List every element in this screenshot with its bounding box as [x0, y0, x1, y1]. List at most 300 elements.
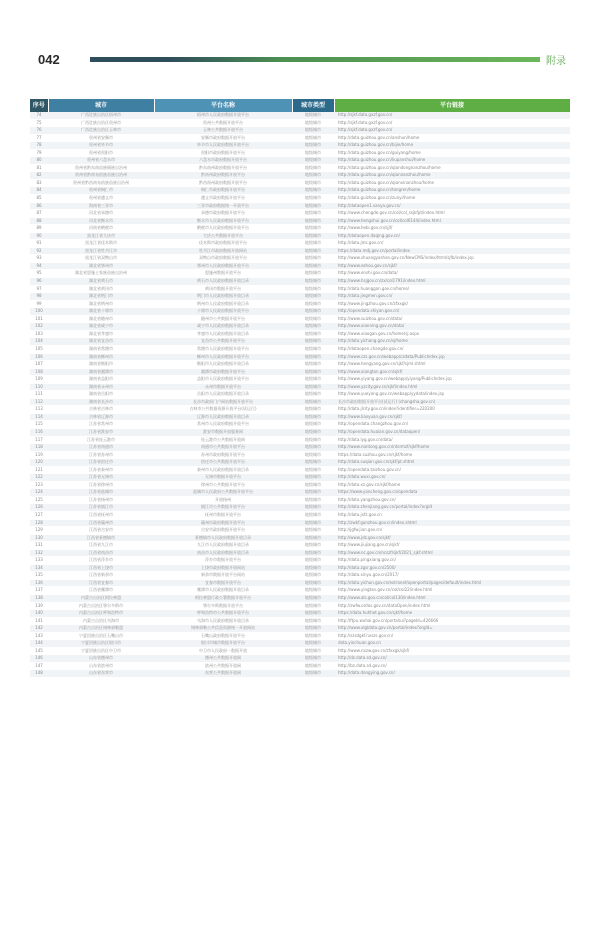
row-platform-name: 宜昌市公共数据开放平台	[154, 338, 292, 346]
table-row	[30, 255, 570, 263]
row-platform-link[interactable]: http://www.yzcity.gov.cn/sjkf/index.html	[334, 383, 570, 391]
row-platform-name: 铜仁市政府数据开放平台	[154, 187, 292, 195]
row-index: 111	[30, 391, 48, 399]
row-platform-link[interactable]: http://data.guizhou.gov.cn/liupanshui/home	[334, 157, 570, 165]
table-row	[30, 345, 570, 353]
row-city-type: 地级城市	[292, 421, 334, 429]
row-platform-name: 宿迁市公共数据开放平台	[154, 459, 292, 467]
row-platform-name: 贵阳市政府数据开放平台	[154, 149, 292, 157]
row-index: 114	[30, 413, 48, 421]
row-platform-link[interactable]: http://data.xinyu.gov.cn/2017/	[334, 572, 570, 580]
row-platform-link[interactable]: http://www.yiyang.gov.cn/webapp/yiyang/PublicIndex.jsp	[334, 376, 570, 384]
row-platform-link[interactable]: http://sjkf.data.gxzf.gov.cn/	[334, 127, 570, 135]
row-city-type: 地级城市	[292, 602, 334, 610]
row-platform-link[interactable]: http://data.jms.gov.cn/	[334, 240, 570, 248]
row-platform-name: 萍乡市数据开放平台	[154, 557, 292, 565]
row-platform-name: 吉林市公共数据资源开放平台(试运行)	[154, 406, 292, 414]
row-city: 广西壮族自治区玉林市	[48, 127, 154, 135]
row-city: 广西壮族自治区梧州市	[48, 112, 154, 119]
row-platform-link[interactable]: http://data.zgsr.gov.cn/2500/	[334, 564, 570, 572]
table-row	[30, 572, 570, 580]
row-city: 江西省萍乡市	[48, 557, 154, 565]
table-row	[30, 293, 570, 301]
row-index: 84	[30, 187, 48, 195]
row-platform-link[interactable]: http://www.nc.gov.cn/ncszf/sjkf/2021_sjkf.shtml	[334, 549, 570, 557]
row-index: 112	[30, 398, 48, 406]
row-platform-link[interactable]: http://data.lyg.gov.cn/data/	[334, 436, 570, 444]
row-platform-link[interactable]: http://data.yichang.gov.cn/sj/home	[334, 338, 570, 346]
row-index: 118	[30, 444, 48, 452]
row-city: 贵州省黔东南苗族侗族自治州	[48, 164, 154, 172]
row-platform-link[interactable]: http://data.jlcity.gov.cn/index?identifier=220200	[334, 406, 570, 414]
table-row	[30, 549, 570, 557]
row-city-type: 地级城市	[292, 240, 334, 248]
row-city-type: 地级城市	[292, 270, 334, 278]
row-platform-link[interactable]: http://www.hsjgov.cn/zx/col1791/index.html	[334, 278, 570, 286]
row-platform-link[interactable]: http://data.wuxi.gov.cn/	[334, 474, 570, 482]
row-index: 137	[30, 587, 48, 595]
row-platform-link[interactable]: https://data.huhhot.gov.cn/sjkf/home	[334, 610, 570, 618]
row-platform-link[interactable]: http://opendata.huaian.gov.cn/dataopen/	[334, 428, 570, 436]
row-platform-name: 银川市城市数据开放平台	[154, 640, 292, 648]
row-platform-link[interactable]: http://www.xianning.gov.cn/data/	[334, 323, 570, 331]
row-platform-name: 鹰潭市人民政府数据开放目录	[154, 587, 292, 595]
row-platform-name: 毕节市人民政府数据开放平台	[154, 142, 292, 150]
row-index: 138	[30, 595, 48, 603]
row-city-type: 地级城市	[292, 262, 334, 270]
row-platform-link[interactable]: data.yinchuan.gov.cn	[334, 640, 570, 648]
row-city-type: 地级城市	[292, 459, 334, 467]
row-city-type: 地级城市	[292, 353, 334, 361]
row-city-type: 地级城市	[292, 579, 334, 587]
row-platform-link[interactable]: http://www.yingtan.gov.cn/col/col22/index.html	[334, 587, 570, 595]
row-index: 97	[30, 285, 48, 293]
row-platform-name: 湘潭市政府数据开放平台	[154, 368, 292, 376]
row-index: 123	[30, 481, 48, 489]
row-index: 140	[30, 610, 48, 618]
row-city-type: 地级城市	[292, 172, 334, 180]
row-city-type: 地级城市	[292, 595, 334, 603]
row-platform-name: 徐州市公共数据开放平台	[154, 481, 292, 489]
row-index: 83	[30, 179, 48, 187]
column-header-index: 序号	[30, 99, 48, 112]
table-body	[30, 112, 570, 678]
row-city: 江苏省镇江市	[48, 504, 154, 512]
row-city: 宁夏回族自治区中卫市	[48, 647, 154, 655]
row-platform-link[interactable]: http://www.suizhou.gov.cn/data/	[334, 315, 570, 323]
column-header-city: 城市	[48, 99, 154, 112]
row-platform-link[interactable]: https://data.mdj.gov.cn/portal/index	[334, 247, 570, 255]
row-city: 贵州省毕节市	[48, 142, 154, 150]
row-platform-link[interactable]: http://www.xiangtan.gov.cn/sjkf/	[334, 368, 570, 376]
row-index: 104	[30, 338, 48, 346]
row-platform-link[interactable]: http://data.guizhou.gov.cn/qianxinanzhou/home	[334, 179, 570, 187]
row-city: 湖北省十堰市	[48, 308, 154, 316]
row-city: 贵州省遵义市	[48, 195, 154, 203]
row-platform-name: 辽源市人民政府数据开放目录	[154, 413, 292, 421]
row-index: 89	[30, 225, 48, 233]
row-platform-link[interactable]: http://data.guizhou.gov.cn/qiannanzhou/home	[334, 172, 570, 180]
row-city: 湖南省常德市	[48, 345, 154, 353]
row-city-type: 地级城市	[292, 255, 334, 263]
row-city-type: 地级城市	[292, 632, 334, 640]
row-city-type: 地级城市	[292, 587, 334, 595]
row-city: 江苏省苏州市	[48, 451, 154, 459]
row-index: 130	[30, 534, 48, 542]
row-platform-link[interactable]: http://data.guizhou.gov.cn/anshun/home	[334, 134, 570, 142]
column-header-platform-link: 平台链接	[334, 99, 570, 112]
row-city: 江苏省宿迁市	[48, 459, 154, 467]
row-platform-link[interactable]: https://www.yancheng.gov.cn/opendata	[334, 489, 570, 497]
row-platform-name: 永州市数据开放平台	[154, 383, 292, 391]
table-row	[30, 315, 570, 323]
row-platform-link[interactable]: http://opendata.changzhou.gov.cn/	[334, 421, 570, 429]
row-city: 山东省滨州市	[48, 662, 154, 670]
row-city-type: 地级城市	[292, 489, 334, 497]
row-platform-link[interactable]: http://opendata.shiyan.gov.cn/	[334, 308, 570, 316]
row-city-type: 地级城市	[292, 496, 334, 504]
row-platform-name: 抚州市数据开放平台	[154, 511, 292, 519]
table-row	[30, 285, 570, 293]
row-city: 江西省抚州市	[48, 511, 154, 519]
row-city-type: 地级城市	[292, 451, 334, 459]
table-row	[30, 428, 570, 436]
row-city: 江苏省泰州市	[48, 466, 154, 474]
row-city-type: 地级城市	[292, 542, 334, 550]
row-platform-name: 衡阳市人民政府数据开放目录	[154, 361, 292, 369]
row-platform-name: 黄石市人民政府数据开放目录	[154, 278, 292, 286]
row-city: 湖北省宜昌市	[48, 338, 154, 346]
row-platform-link[interactable]: http://www.shuangyashan.gov.cn/NewCMS/index/html/sjfb/index.jsp	[334, 255, 570, 263]
column-header-platform-name: 平台名称	[154, 99, 292, 112]
table-row	[30, 247, 570, 255]
table-row	[30, 112, 570, 119]
row-index: 129	[30, 527, 48, 535]
row-platform-link[interactable]: http://www.xiaogan.gov.cn/home/sj.aspx	[334, 330, 570, 338]
row-city: 湖南省长沙市	[48, 398, 154, 406]
table-row	[30, 164, 570, 172]
row-platform-name: 乌海市人民政府数据开放目录	[154, 617, 292, 625]
row-index: 135	[30, 572, 48, 580]
row-index: 94	[30, 262, 48, 270]
header-bar-green	[170, 57, 540, 62]
row-platform-link[interactable]: http://sjkf.data.gxzf.gov.cn/	[334, 112, 570, 119]
table-row	[30, 338, 570, 346]
row-city: 贵州省安顺市	[48, 134, 154, 142]
row-platform-link[interactable]: http://data.guizhou.gov.cn/qiandongnanzhou/home	[334, 164, 570, 172]
row-platform-link[interactable]: http://www.nxzw.gov.cn/zfxxgk/sjkf/	[334, 647, 570, 655]
row-index: 74	[30, 112, 48, 119]
row-platform-link[interactable]: http://data.zhenjiang.gov.cn/portal/index?orgId	[334, 504, 570, 512]
row-platform-name: 德州公共数据开放网	[154, 655, 292, 663]
row-platform-link[interactable]: http://dataopen.changde.gov.cn/	[334, 345, 570, 353]
row-platform-link[interactable]: http://www.nantong.gov.cn/ntsrmzf/sjkf/home	[334, 444, 570, 452]
row-city-type: 地级城市	[292, 134, 334, 142]
row-platform-name: 荆州市人民政府数据开放目录	[154, 300, 292, 308]
row-platform-name: 淮安市数据开放服务网	[154, 428, 292, 436]
table-row	[30, 119, 570, 127]
row-city-type: 地级城市	[292, 217, 334, 225]
row-index: 131	[30, 542, 48, 550]
row-index: 75	[30, 119, 48, 127]
row-platform-name: 中卫市人民政府一数据开放	[154, 647, 292, 655]
row-city-type: 地级城市	[292, 444, 334, 452]
row-city: 湖南省郴州市	[48, 353, 154, 361]
row-city-type: 地级城市	[292, 481, 334, 489]
row-platform-name: 六盘水市政府数据开放平台	[154, 157, 292, 165]
row-platform-link[interactable]: http://www.chengde.gov.cn/col/col_ssjkfpt/index.html	[334, 210, 570, 218]
row-city-type: 地级城市	[292, 670, 334, 678]
row-platform-name: 玉林公共数据开放平台	[154, 127, 292, 135]
row-city-type: 地级城市	[292, 572, 334, 580]
row-city-type: 地级城市	[292, 119, 334, 127]
row-platform-link[interactable]: http://data.yangzhou.gov.cn/	[334, 496, 570, 504]
row-platform-link[interactable]: http://www.jingzhou.gov.cn/zfxxgk/	[334, 300, 570, 308]
row-city-type: 地级城市	[292, 466, 334, 474]
row-platform-name: 开放扬州	[154, 496, 292, 504]
row-platform-name: 宜春市数据开放平台	[154, 579, 292, 587]
table-row	[30, 557, 570, 565]
row-platform-link[interactable]: http://data.suqian.gov.cn/sjkf/pt.shtml	[334, 459, 570, 467]
row-platform-name: 景德镇市人民政府数据开放目录	[154, 534, 292, 542]
row-platform-link[interactable]: http://www.jdz.gov.cn/sjkf/	[334, 534, 570, 542]
row-index: 92	[30, 247, 48, 255]
table-row	[30, 595, 570, 603]
row-city: 湖北省咸宁市	[48, 323, 154, 331]
row-platform-link[interactable]: http://jgfw.jian.gov.cn/	[334, 527, 570, 535]
row-city: 江苏省南通市	[48, 444, 154, 452]
row-platform-link[interactable]: http://data.guizhou.gov.cn/tongren/home	[334, 187, 570, 195]
table-row	[30, 195, 570, 203]
table-row	[30, 323, 570, 331]
row-city: 江西省鹰潭市	[48, 587, 154, 595]
row-platform-link[interactable]: http://data.jingmen.gov.cn/	[334, 293, 570, 301]
row-index: 86	[30, 202, 48, 210]
row-platform-link[interactable]: http://www.ezhou.gov.cn/sjkf/	[334, 262, 570, 270]
table-row	[30, 406, 570, 414]
row-city-type: 地级城市	[292, 625, 334, 633]
row-index: 85	[30, 195, 48, 203]
row-city: 广西壮族自治区贵州市	[48, 119, 154, 127]
table-row	[30, 474, 570, 482]
row-city-type: 地级城市	[292, 428, 334, 436]
row-platform-link[interactable]: http://szsdgkf.nxszs.gov.cn/	[334, 632, 570, 640]
row-city-type: 地级城市	[292, 549, 334, 557]
row-platform-link[interactable]: http://www.hengshui.gov.cn/col/col6144/index.html	[334, 217, 570, 225]
row-platform-link[interactable]: http://zwfw.ordos.gov.cn/dataOpen/index.html	[334, 602, 570, 610]
table-row	[30, 647, 570, 655]
row-index: 110	[30, 383, 48, 391]
row-platform-name: 贵州公共数据开放平台	[154, 119, 292, 127]
table-row	[30, 511, 570, 519]
row-index: 93	[30, 255, 48, 263]
row-platform-link[interactable]: http://data.guizhou.gov.cn/guiyang/home	[334, 149, 570, 157]
row-platform-link[interactable]: http://data.dongying.gov.cn/	[334, 670, 570, 678]
table-row	[30, 179, 570, 187]
row-city-type: 地级城市	[292, 285, 334, 293]
table-row	[30, 519, 570, 527]
row-city-type: 地级城市	[292, 278, 334, 286]
table-row	[30, 300, 570, 308]
row-index: 124	[30, 489, 48, 497]
table-row	[30, 225, 570, 233]
row-platform-name: 南昌市人民政府数据开放目录	[154, 549, 292, 557]
row-city-type: 地级城市	[292, 383, 334, 391]
table-row	[30, 157, 570, 165]
row-platform-link[interactable]: http://data.guizhou.gov.cn/bijie/home	[334, 142, 570, 150]
table-row	[30, 655, 570, 663]
table-row	[30, 187, 570, 195]
row-index: 98	[30, 293, 48, 301]
row-platform-name: 锡林郭勒公共信息资源统一开放网站	[154, 625, 292, 633]
row-platform-link[interactable]: http://dataopen.daqing.gov.cn/	[334, 232, 570, 240]
row-index: 108	[30, 368, 48, 376]
row-city: 江西省南昌市	[48, 549, 154, 557]
row-platform-link[interactable]: http://www.hebi.gov.cn/sjjf/	[334, 225, 570, 233]
row-platform-link[interactable]: http://bz.data.sd.gov.cn/	[334, 662, 570, 670]
row-platform-name: 梧州市人民政府数据开放平台	[154, 112, 292, 119]
table-row	[30, 527, 570, 535]
table-row	[30, 127, 570, 135]
row-city: 山东省德州市	[48, 655, 154, 663]
table-row	[30, 459, 570, 467]
row-platform-name: 石嘴山政府数据开放平台	[154, 632, 292, 640]
row-index: 133	[30, 557, 48, 565]
row-platform-link[interactable]: http://www.hengyang.gov.cn/sjkf/sjml.shtml	[334, 361, 570, 369]
row-platform-name: 南通市公共数据开放平台	[154, 444, 292, 452]
table-row	[30, 210, 570, 218]
table-row	[30, 602, 570, 610]
row-platform-link[interactable]: http://data.pingxiang.gov.cn/	[334, 557, 570, 565]
table-row	[30, 625, 570, 633]
row-platform-link[interactable]: http://data.guizhou.gov.cn/zunyi/home	[334, 195, 570, 203]
row-platform-link[interactable]: http://www.jiujiang.gov.cn/sjkf/	[334, 542, 570, 550]
row-platform-link[interactable]: https://data.suzhou.gov.cn/sjkf/home	[334, 451, 570, 459]
row-city-type: 地级城市	[292, 398, 334, 406]
row-platform-link[interactable]: http://ftpu.wuhai.gov.cn/portal/ui?pageId=426666	[334, 617, 570, 625]
row-city: 内蒙古自治区阿拉善盟	[48, 595, 154, 603]
row-city-type: 地级城市	[292, 368, 334, 376]
row-platform-link[interactable]: http://zwkf.ganzhou.gov.cn/index.shtml	[334, 519, 570, 527]
table-row	[30, 172, 570, 180]
row-index: 99	[30, 300, 48, 308]
row-city: 内蒙古自治区乌海市	[48, 617, 154, 625]
row-platform-link[interactable]: http://dz.data.sd.gov.cn/	[334, 655, 570, 663]
row-index: 91	[30, 240, 48, 248]
row-platform-link[interactable]: http://www.enshi.gov.cn/data/	[334, 270, 570, 278]
row-platform-name: 遵义市政府数据开放平台	[154, 195, 292, 203]
row-platform-name: 滨州公共数据开放网	[154, 662, 292, 670]
row-city-type: 地级城市	[292, 413, 334, 421]
row-city: 河北省承德市	[48, 210, 154, 218]
row-platform-name: 双鸭山市政府数据开放平台	[154, 255, 292, 263]
row-platform-name: 吉安市政府数据开放平台	[154, 527, 292, 535]
row-index: 139	[30, 602, 48, 610]
row-index: 77	[30, 134, 48, 142]
row-city: 贵州省黔西南布依族苗族自治州	[48, 179, 154, 187]
row-city-type: 地级城市	[292, 210, 334, 218]
table-row	[30, 240, 570, 248]
row-city-type: 地级城市	[292, 610, 334, 618]
row-platform-name: 三亚市政府数据统一开放平台	[154, 202, 292, 210]
row-city: 江苏省淮安市	[48, 428, 154, 436]
row-platform-link[interactable]: http://data.xz.gov.cn/sjkf/home	[334, 481, 570, 489]
row-platform-link[interactable]: http://www.xlgldata.gov.cn/portal/index?orgId=	[334, 625, 570, 633]
row-platform-link[interactable]: http://data.jxfz.gov.cn	[334, 511, 570, 519]
row-platform-name: 黔西南州政府数据开放平台	[154, 179, 292, 187]
row-platform-link[interactable]: http://sjkf.data.gxzf.gov.cn/	[334, 119, 570, 127]
row-platform-link[interactable]: http://www.als.gov.cn/col/col130/index.html	[334, 595, 570, 603]
row-platform-name: 苏州市政府数据开放平台	[154, 451, 292, 459]
row-city-type: 地级城市	[292, 617, 334, 625]
row-city-type: 地级城市	[292, 164, 334, 172]
table-row	[30, 217, 570, 225]
table-row	[30, 134, 570, 142]
row-platform-name: 孝感市人民政府数据开放目录	[154, 330, 292, 338]
row-city: 吉林省吉林市	[48, 406, 154, 414]
row-city-type: 地级城市	[292, 232, 334, 240]
row-city-type: 地级城市	[292, 315, 334, 323]
row-platform-name: 阿拉善盟行政公署数据开放平台	[154, 595, 292, 603]
row-city-type: 地级城市	[292, 202, 334, 210]
row-city: 内蒙古自治区鄂尔多斯市	[48, 602, 154, 610]
row-platform-link[interactable]: 长沙市政府数据开放平台(试运行) (changsha.gov.cn)	[334, 398, 570, 406]
table-row	[30, 391, 570, 399]
row-index: 80	[30, 157, 48, 165]
row-index: 115	[30, 421, 48, 429]
row-platform-name: 镇江市公共数据开放平台	[154, 504, 292, 512]
table-row	[30, 278, 570, 286]
table-row	[30, 534, 570, 542]
table-row	[30, 579, 570, 587]
table-row	[30, 436, 570, 444]
row-city: 江苏省盐城市	[48, 489, 154, 497]
row-index: 96	[30, 278, 48, 286]
row-platform-name: 泰州市人民政府数据开放目录	[154, 466, 292, 474]
row-index: 103	[30, 330, 48, 338]
row-city-type: 地级城市	[292, 112, 334, 119]
row-city: 黑龙江省双鸭山市	[48, 255, 154, 263]
table-row	[30, 542, 570, 550]
row-platform-name: 连云港市公共数据开放网	[154, 436, 292, 444]
row-platform-link[interactable]: http://www.liaoyuan.gov.cn/sjkf/	[334, 413, 570, 421]
table-row	[30, 564, 570, 572]
row-platform-link[interactable]: http://www.yueyang.gov.cn/webapp/yydata/index.jsp	[334, 391, 570, 399]
row-platform-link[interactable]: http://data.yichun.gov.cn/extranet/openportal/pages/default/index.html	[334, 579, 570, 587]
column-header-city-type: 城市类型	[292, 99, 334, 112]
row-city: 江西省宜春市	[48, 579, 154, 587]
row-platform-link[interactable]: http://www.czs.gov.cn/webapp/czdata/PublicIndex.jsp	[334, 353, 570, 361]
table-row	[30, 489, 570, 497]
table-row	[30, 444, 570, 452]
table-header-row	[30, 99, 570, 112]
row-city-type: 地级城市	[292, 519, 334, 527]
row-city: 海南省三亚市	[48, 202, 154, 210]
row-city-type: 地级城市	[292, 655, 334, 663]
row-platform-link[interactable]: http://dataopen1.sanya.gov.cn/	[334, 202, 570, 210]
row-platform-name: 上饶市政府数据开放网站	[154, 564, 292, 572]
row-city-type: 地级城市	[292, 564, 334, 572]
row-platform-link[interactable]: http://opendata.taizhou.gov.cn/	[334, 466, 570, 474]
row-index: 76	[30, 127, 48, 135]
row-index: 82	[30, 172, 48, 180]
row-index: 126	[30, 504, 48, 512]
table-row	[30, 496, 570, 504]
row-city: 湖北省黄冈市	[48, 285, 154, 293]
row-platform-name: 咸宁市人民政府数据开放目录	[154, 323, 292, 331]
row-platform-link[interactable]: http://data.huanggan.gov.cn/home/	[334, 285, 570, 293]
row-index: 145	[30, 647, 48, 655]
